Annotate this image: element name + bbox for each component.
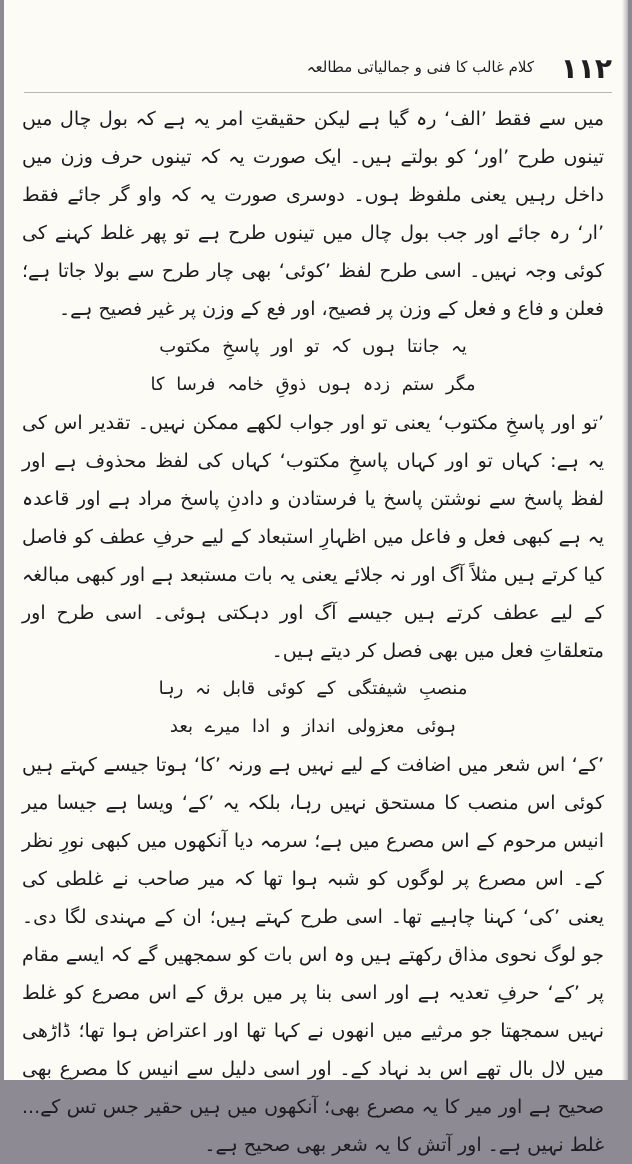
paragraph: ’کے‘ اس شعر میں اضافت کے لیے نہیں ہے ورنہ ’کا‘ ہوتا جیسے کہتے ہیں کوئی اس منصب کا مستحق نہیں رہا، بلکہ یہ ’کے‘ ویسا ہے جیسا میر انیس مرحوم کے اس مصرع میں ہے؛ سرمہ دیا آنکھوں میں کبھی نورِ نظر کے۔ اس مصرع پر لوگوں کو شبہ ہوا تھا کہ میر صاحب نے غلطی کی یعنی ’کی‘ کہنا چاہیے تھا۔ اسی طرح کہتے ہیں؛ ان کے مہندی لگا دی۔ جو لوگ نحوی مذاق رکھتے ہیں وہ اس بات کو سمجھیں گے کہ ایسے مقام پر ’کے‘ حرفِ تعدیہ ہے اور اسی بنا پر میں برق کے اس مصرع کو غلط نہیں سمجھتا جو مرثیے میں انھوں نے کہا تھا اور اعتراض ہوا تھا؛ ڈاڑھی میں لال بال تھے اس بد نہاد کے۔ اور اسی دلیل سے انیس کا مصرع بھی صحیح ہے اور میر کا یہ مصرع بھی؛ آنکھوں میں ہیں حقیر جس تس کے... غلط نہیں ہے۔ اور آتش کا یہ شعر بھی صحیح ہے۔ xyxy=(22,754,604,1156)
page-edge-shadow xyxy=(622,0,628,1080)
running-title: کلام غالب کا فنی و جمالیاتی مطالعہ xyxy=(306,58,534,76)
paragraph: ’تو اور پاسخِ مکتوب‘ یعنی تو اور جواب لکھے ممکن نہیں۔ تقدیر اس کی یہ ہے: کہاں تو اور کہاں پاسخِ مکتوب‘ کہاں کی لفظ محذوف ہے اور لفظ پاسخ سے نوشتن پاسخ یا فرستادن و دادنِ پاسخ مراد ہے اور قاعدہ یہ ہے کبھی فعل و فاعل میں اظہارِ استبعاد کے لیے حرفِ عطف کو فاصل کیا کرتے ہیں مثلاً آگ اور نہ جلائے یعنی یہ بات مستبعد ہے اور کبھی مبالغہ کے لیے عطف کرتے ہیں جیسے آگ اور دہکتی ہوئی۔ اسی طرح اور متعلقاتِ فعل میں بھی فصل کر دیتے ہیں۔ xyxy=(22,412,604,662)
verse-line: ہوئی معزولی انداز و ادا میرے بعد xyxy=(169,716,457,737)
verse-line: منصبِ شیفتگی کے کوئی قابل نہ رہا xyxy=(158,678,468,699)
page-body xyxy=(22,100,604,1164)
paragraph: میں سے فقط ’الف‘ رہ گیا ہے لیکن حقیقتِ امر یہ ہے کہ بول چال میں تینوں طرح ’اور‘ کو بولتے ہیں۔ ایک صورت یہ کہ تینوں حرف وزن میں داخل رہیں یعنی ملفوظ ہوں۔ دوسری صورت یہ کہ واو گر جائے فقط ’ار‘ رہ جائے اور جب بول چال میں تینوں طرح ہے تو پھر غلط کہنے کی کوئی وجہ نہیں۔ اسی طرح لفظ ’کوئی‘ بھی چار طرح سے بولا جاتا ہے؛ فعلن و فاع و فعل کے وزن پر فصیح، اور فع کے وزن پر غیر فصیح ہے۔ xyxy=(22,108,604,320)
book-page xyxy=(4,0,628,1156)
header-divider xyxy=(24,92,612,93)
verse-line: یہ جانتا ہوں کہ تو اور پاسخِ مکتوب xyxy=(159,336,467,357)
page-number: ۱۱۲ xyxy=(560,52,612,85)
page-header xyxy=(24,52,612,88)
verse-line: مگر ستم زدہ ہوں ذوقِ خامہ فرسا کا xyxy=(150,374,476,395)
